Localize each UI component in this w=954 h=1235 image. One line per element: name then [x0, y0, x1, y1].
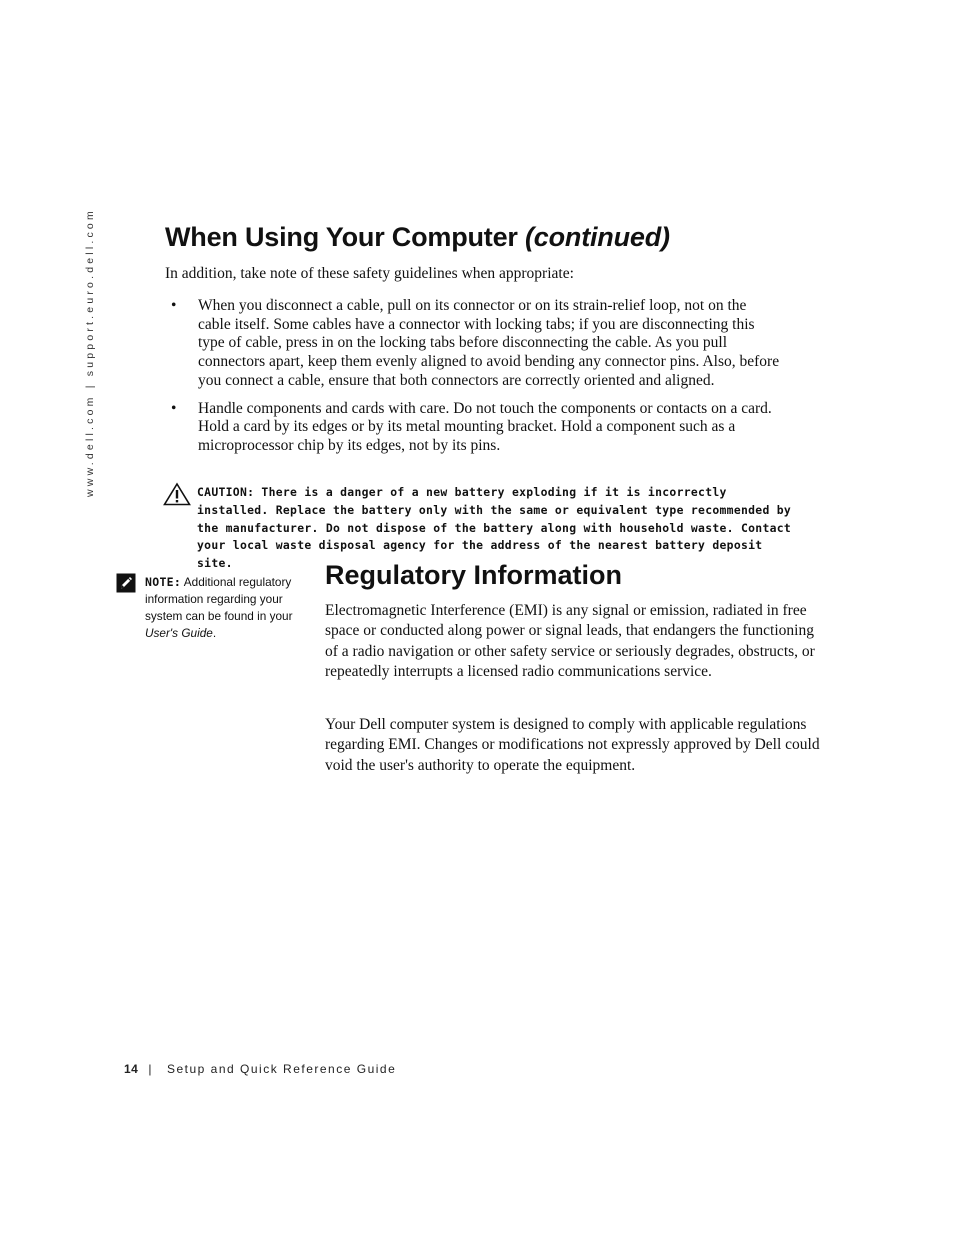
list-item-text: Handle components and cards with care. Do not touch the components or contacts on a card. Hold a card by its edges or by its metal mounting bracket. Hold a component such as a microprocessor chip by its edges, not by its pins. — [198, 399, 772, 454]
regulatory-paragraph: Your Dell computer system is designed to comply with applicable regulations regarding EMI. Changes or modifications not expressly approved by Dell could void the user's authority to operate the equipment. — [325, 716, 820, 774]
page-heading — [165, 222, 670, 253]
note-end: . — [212, 626, 217, 640]
page-number: 14 — [124, 1062, 139, 1076]
footer-separator: | — [148, 1062, 153, 1076]
regulatory-heading: Regulatory Information — [325, 560, 623, 590]
bullet-icon: • — [171, 297, 177, 314]
note-doc-title: User's Guide — [145, 626, 213, 640]
list-item-text: When you disconnect a cable, pull on its connector or on its strain-relief loop, not on the cable itself. Some cables have a connector with locking tabs; if you are disconnecting this type of cable, press in on the locking tabs before disconnecting the cable. As you pull connectors apart, keep them evenly aligned to avoid bending any connector pins. Also, before you connect a cable, ensure that both connectors are correctly oriented and aligned. — [198, 297, 780, 389]
side-url: www.dell.com | support.euro.dell.com — [84, 208, 96, 497]
safety-list — [165, 297, 780, 465]
note-label: NOTE: — [145, 575, 182, 589]
caution-text: CAUTION: There is a danger of a new battery exploding if it is incorrectly installed. Replace the battery only with the same or equivalent type recommended by the manufacturer. Do not dispose of the battery along with household waste. Contact your local waste disposal agency for the address of the nearest battery deposit site. — [197, 485, 792, 571]
note-pencil-icon — [116, 573, 136, 593]
page-footer — [124, 1062, 396, 1076]
note-body: Additional regulatory information regarding your system can be found in your — [145, 575, 293, 623]
intro-text: In addition, take note of these safety guidelines when appropriate: — [165, 265, 574, 282]
list-item — [165, 400, 780, 456]
note-text — [145, 574, 305, 642]
caution-triangle-icon — [163, 482, 191, 506]
list-item — [165, 297, 780, 391]
heading-continued: (continued) — [525, 222, 670, 252]
regulatory-paragraph: Electromagnetic Interference (EMI) is any signal or emission, radiated in free space or conducted along power or signal leads, that endangers the functioning of a radio navigation or other safety service or seriously degrades, obstructs, or repeatedly interrupts a licensed radio communications service. — [325, 602, 815, 680]
bullet-icon: • — [171, 399, 177, 417]
heading-main: When Using Your Computer — [165, 222, 518, 252]
footer-title: Setup and Quick Reference Guide — [166, 1062, 397, 1076]
